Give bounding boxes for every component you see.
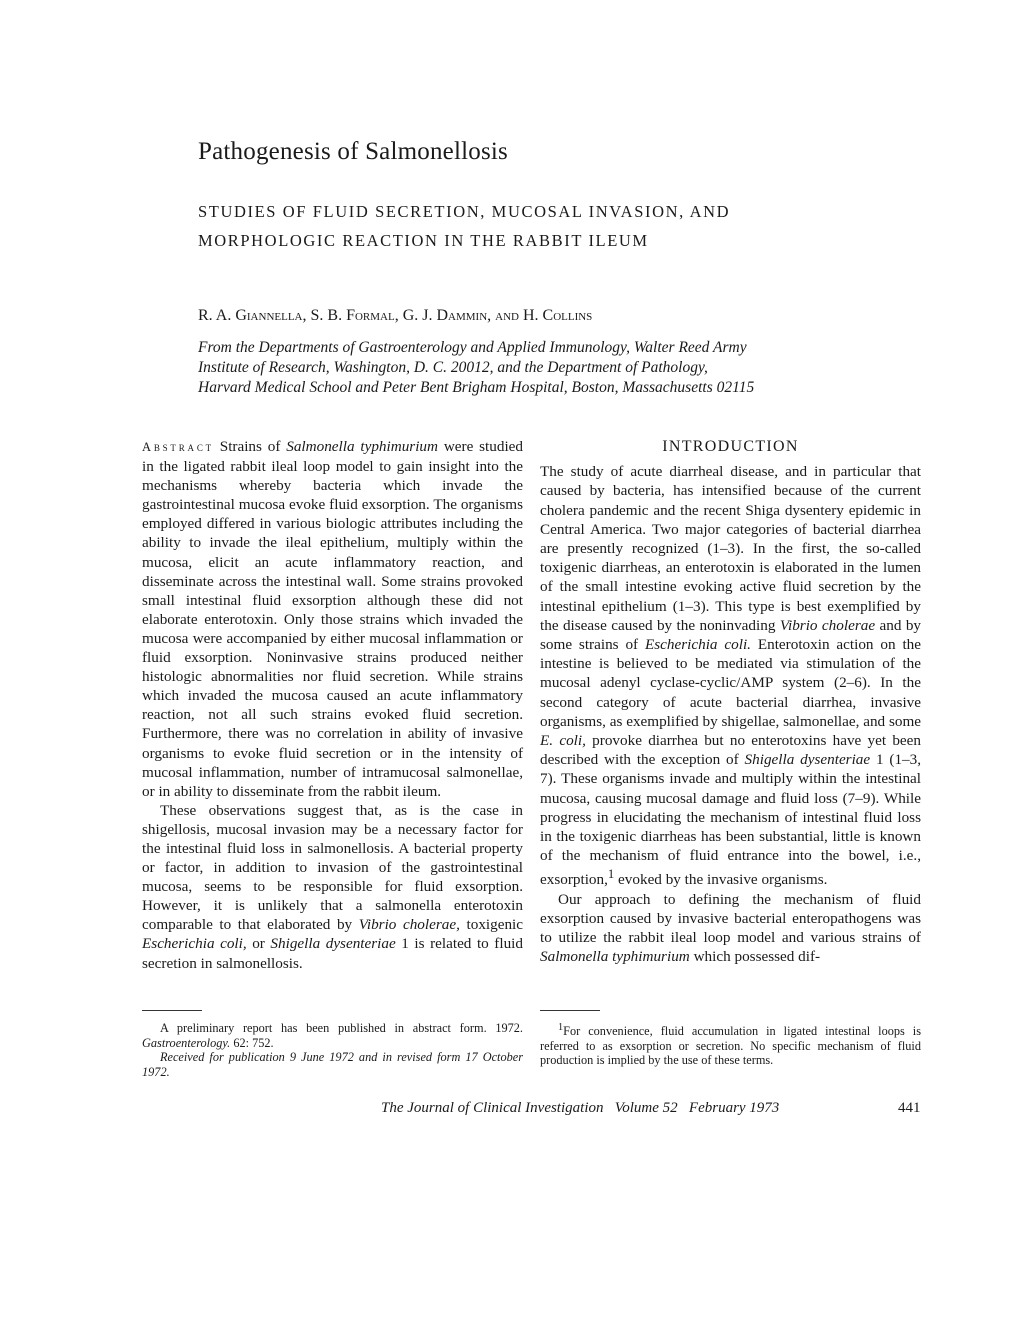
journal-citation bbox=[381, 1100, 779, 1117]
abstract-paragraph-2: These observations suggest that, as is the case in shigellosis, mucosal invasion may be a necessary factor for the intestinal fluid loss in salmonellosis. A bacterial property or factor, in addition to invasion of the gastrointestinal mucosa, seems to be responsible for fluid exsorption. However, it is unlikely that a salmonella enterotoxin comparable to that elaborated by Vibrio cholerae, toxigenic Escherichia coli, or Shigella dysenteriae 1 is related to fluid secretion in salmonellosis. bbox=[142, 801, 524, 972]
page-number: 441 bbox=[898, 1100, 921, 1116]
footnote-divider-left bbox=[142, 1010, 202, 1011]
footnote-divider-right bbox=[540, 1010, 600, 1011]
author-list: R. A. Giannella, S. B. Formal, G. J. Dammin, and H. Collins bbox=[198, 307, 593, 324]
abstract-label: Abstract bbox=[142, 440, 214, 454]
footnotes-left bbox=[142, 1021, 523, 1079]
introduction-paragraph-1: The study of acute diarrheal disease, and in particular that caused by bacteria, has intensified because of the current cholera pandemic and the recent Shiga dysentery epidemic in Central America. Two major categories of bacterial diarrhea are presently recognized (1–3). In the first, the so-called toxigenic diarrheas, an enterotoxin is elaborated in the lumen of the small intestine evoking active fluid secretion by the intestinal epithelium (1–3). This type is best exemplified by the disease caused by the noninvading Vibrio cholerae and by some strains of Escherichia coli. Enterotoxin action on the intestine is believed to be mediated via stimulation of the mucosal adenyl cyclase-cyclic/AMP system (2–6). In the second category of acute bacterial diarrhea, invasive organisms, as exemplified by shigellae, salmonellae, and some E. coli, provoke diarrhea but no enterotoxins have yet been described with the exception of Shigella dysenteriae 1 (1–3, 7). These organisms invade and multiply within the intestinal mucosa, causing mucosal damage and fluid loss (7–9). While progress in elucidating the mechanism of intestinal fluid loss in the toxigenic diarrheas has been substantial, little is known of the mechanism of fluid entrance into the bowel, i.e., exsorption,$^1$ evoked by the invasive organisms. bbox=[540, 463, 922, 889]
journal-date: February 1973 bbox=[688, 1100, 780, 1116]
exsorption-footnote: $^1$For convenience, fluid accumulation in ligated intestinal loops is referred to as exsorption or secretion. No specific mechanism of fluid production is implied by the use of these terms. bbox=[540, 1022, 921, 1068]
introduction-column bbox=[540, 437, 921, 967]
abstract-paragraph-1: Abstract Strains of Salmonella typhimurium were studied in the ligated rabbit ileal loop model to gain insight into the mechanisms whereby bacteria which invade the gastrointestinal mucosa evoke fluid exsorption. The organisms employed differed in various biologic attributes including the ability to invade the ileal epithelium, multiply within the mucosa, elicit an acute inflammatory reaction, and disseminate across the intestinal wall. Some strains provoked small intestinal fluid exsorption although these did not elaborate enterotoxin. Only those strains which invaded the mucosa were accompanied by either mucosal inflammation or fluid exsorption. Noninvasive strains produced neither histologic abnormalities nor fluid secretion. While strains which invaded the mucosa caused an acute inflammatory reaction, not all such strains evoked fluid secretion. Furthermore, there was no correlation in ability of invasive organisms to evoke fluid secretion or in the intensity of mucosal inflammation, number of intramucosal salmonellae, or in ability to disseminate from the rabbit ileum. bbox=[142, 438, 524, 800]
introduction-heading: INTRODUCTION bbox=[662, 438, 799, 455]
footnotes-right bbox=[540, 1021, 921, 1068]
preliminary-report-note: A preliminary report has been published in abstract form. 1972. Gastroenterology. 62: 752. bbox=[142, 1021, 523, 1050]
article-subtitle: STUDIES OF FLUID SECRETION, MUCOSAL INVASION, AND MORPHOLOGIC REACTION IN THE RABBIT ILEUM bbox=[198, 202, 731, 250]
journal-name: The Journal of Clinical Investigation bbox=[381, 1100, 604, 1116]
author-affiliation: From the Departments of Gastroenterology and Applied Immunology, Walter Reed Army Institute of Research, Washington, D. C. 20012, and the Department of Pathology, Harvard Medical School and Peter Bent Brigham Hospital, Boston, Massachusetts 02115 bbox=[198, 339, 755, 396]
journal-volume: Volume 52 bbox=[614, 1100, 678, 1116]
introduction-paragraph-2: Our approach to defining the mechanism of fluid exsorption caused by invasive bacterial enteropathogens was to utilize the rabbit ileal loop model and various strains of Salmonella typhimurium which possessed dif- bbox=[540, 890, 921, 966]
received-date-note: Received for publication 9 June 1972 and in revised form 17 October 1972. bbox=[142, 1050, 523, 1079]
abstract-column bbox=[142, 437, 523, 973]
article-title: Pathogenesis of Salmonellosis bbox=[198, 138, 508, 165]
footnote-marker: 1 bbox=[607, 867, 615, 882]
